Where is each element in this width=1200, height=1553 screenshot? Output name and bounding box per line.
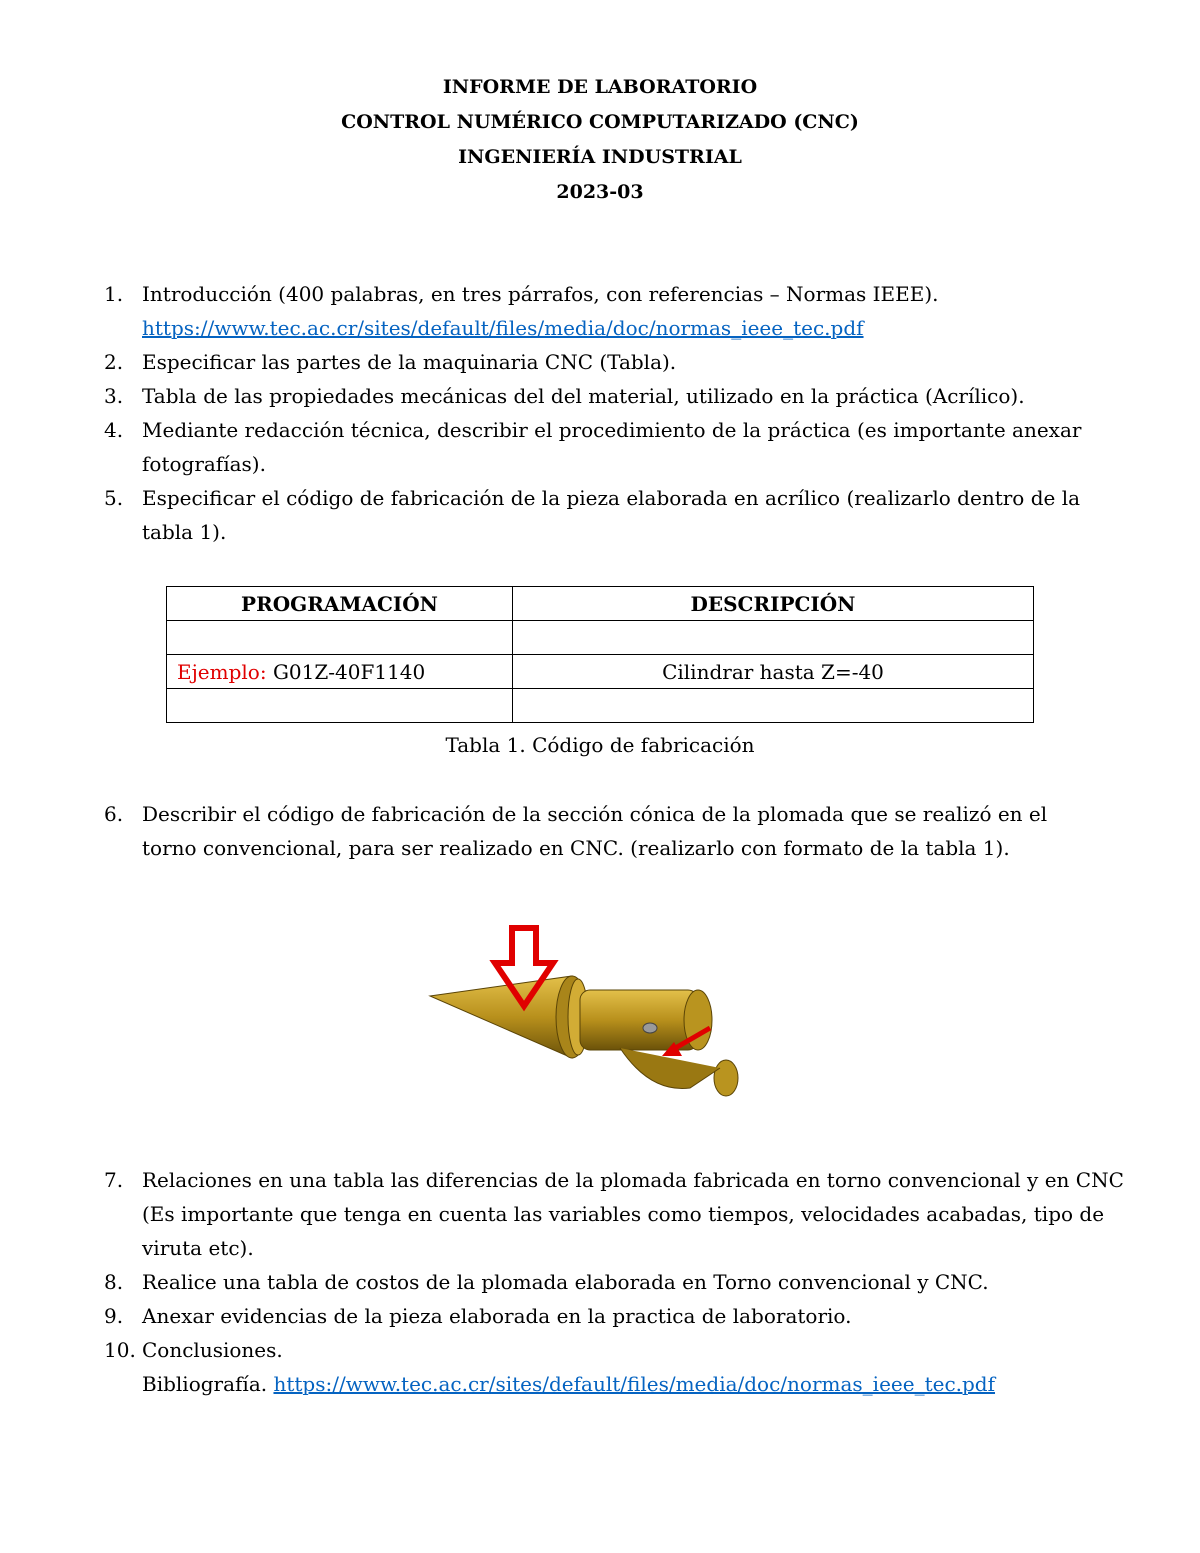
table-row <box>167 689 1034 723</box>
header-title: INFORME DE LABORATORIO <box>442 76 758 98</box>
header-period: 2023-03 <box>556 181 644 203</box>
table-cell[interactable] <box>513 689 1034 723</box>
table-cell[interactable] <box>167 621 513 655</box>
list-item: 4. Mediante redacción técnica, describir el procedimiento de la práctica (es importante anexar fotografías). <box>104 418 1082 476</box>
list-item-text: Mediante redacción técnica, describir el procedimiento de la práctica (es importante anexar fotografías). <box>142 418 1082 476</box>
list-item: 2. Especificar las partes de la maquinaria CNC (Tabla). <box>104 350 677 374</box>
instructions-list-part1 <box>104 277 1134 549</box>
document-header <box>0 70 1200 210</box>
table-header-description: DESCRIPCIÓN <box>513 587 1034 621</box>
fabrication-code-table <box>166 586 1034 723</box>
header-program: INGENIERÍA INDUSTRIAL <box>458 146 742 168</box>
list-item-text: Relaciones en una tabla las diferencias de la plomada fabricada en torno convencional y en CNC (Es importante que tenga en cuenta las variables como tiempos, velocidades acabadas, tipo de viruta etc). <box>142 1168 1124 1260</box>
table-cell[interactable] <box>513 621 1034 655</box>
example-label: Ejemplo: <box>177 659 267 684</box>
table-row <box>167 621 1034 655</box>
instructions-list-part3 <box>104 1163 1134 1401</box>
list-item-text: Tabla de las propiedades mecánicas del del material, utilizado en la práctica (Acrílico). <box>142 384 1025 408</box>
list-item-text: Especificar el código de fabricación de la pieza elaborada en acrílico (realizarlo dentro de la tabla 1). <box>142 486 1081 544</box>
list-item-text: Describir el código de fabricación de la sección cónica de la plomada que se realizó en el torno convencional, para ser realizado en CNC. (realizarlo con formato de la tabla 1). <box>142 802 1048 860</box>
instructions-list-part2 <box>104 797 1134 865</box>
list-item: 6. Describir el código de fabricación de la sección cónica de la plomada que se realizó en el torno convencional, para ser realizado en CNC. (realizarlo con formato de la tabla 1). <box>104 802 1048 860</box>
list-item: 9. Anexar evidencias de la pieza elaborada en la practica de laboratorio. <box>104 1304 852 1328</box>
example-description-cell[interactable]: Cilindrar hasta Z=-40 <box>513 655 1034 689</box>
plumb-bob-figure <box>420 918 760 1113</box>
bibliography-link[interactable]: https://www.tec.ac.cr/sites/default/files/media/doc/normas_ieee_tec.pdf <box>273 1372 996 1396</box>
table-row-example <box>167 655 1034 689</box>
ieee-norms-link[interactable]: https://www.tec.ac.cr/sites/default/files/media/doc/normas_ieee_tec.pdf <box>142 316 864 340</box>
table-caption: Tabla 1. Código de fabricación <box>445 733 755 757</box>
list-item-text: Realice una tabla de costos de la plomada elaborada en Torno convencional y CNC. <box>142 1270 989 1294</box>
example-code: G01Z-40F1140 <box>266 659 426 684</box>
bibliography-label: Bibliografía. <box>142 1372 274 1396</box>
table-header-programming: PROGRAMACIÓN <box>167 587 513 621</box>
list-item-text: Introducción (400 palabras, en tres párrafos, con referencias – Normas IEEE). <box>142 282 939 306</box>
list-item: 5. Especificar el código de fabricación de la pieza elaborada en acrílico (realizarlo dentro de la tabla 1). <box>104 486 1081 544</box>
table-header-row <box>167 587 1034 621</box>
example-code-cell[interactable] <box>167 655 513 689</box>
header-subject: CONTROL NUMÉRICO COMPUTARIZADO (CNC) <box>341 111 859 133</box>
list-item-text: Anexar evidencias de la pieza elaborada en la practica de laboratorio. <box>142 1304 852 1328</box>
table-cell[interactable] <box>167 689 513 723</box>
list-item: 7. Relaciones en una tabla las diferencias de la plomada fabricada en torno convencional y en CNC (Es importante que tenga en cuenta las variables como tiempos, velocidades acabadas, tipo de viruta etc). <box>104 1168 1124 1260</box>
list-item: 1. Introducción (400 palabras, en tres párrafos, con referencias – Normas IEEE). https://www.tec.ac.cr/sites/default/files/media/doc/normas_ieee_tec.pdf <box>104 282 939 340</box>
list-item-text: Especificar las partes de la maquinaria CNC (Tabla). <box>142 350 677 374</box>
list-item-text: Conclusiones. <box>142 1338 283 1362</box>
list-item: 3. Tabla de las propiedades mecánicas del del material, utilizado en la práctica (Acrílico). <box>104 384 1025 408</box>
list-item: 10. Conclusiones. Bibliografía. https://www.tec.ac.cr/sites/default/files/media/doc/normas_ieee_tec.pdf <box>104 1338 996 1396</box>
list-item: 8. Realice una tabla de costos de la plomada elaborada en Torno convencional y CNC. <box>104 1270 989 1294</box>
